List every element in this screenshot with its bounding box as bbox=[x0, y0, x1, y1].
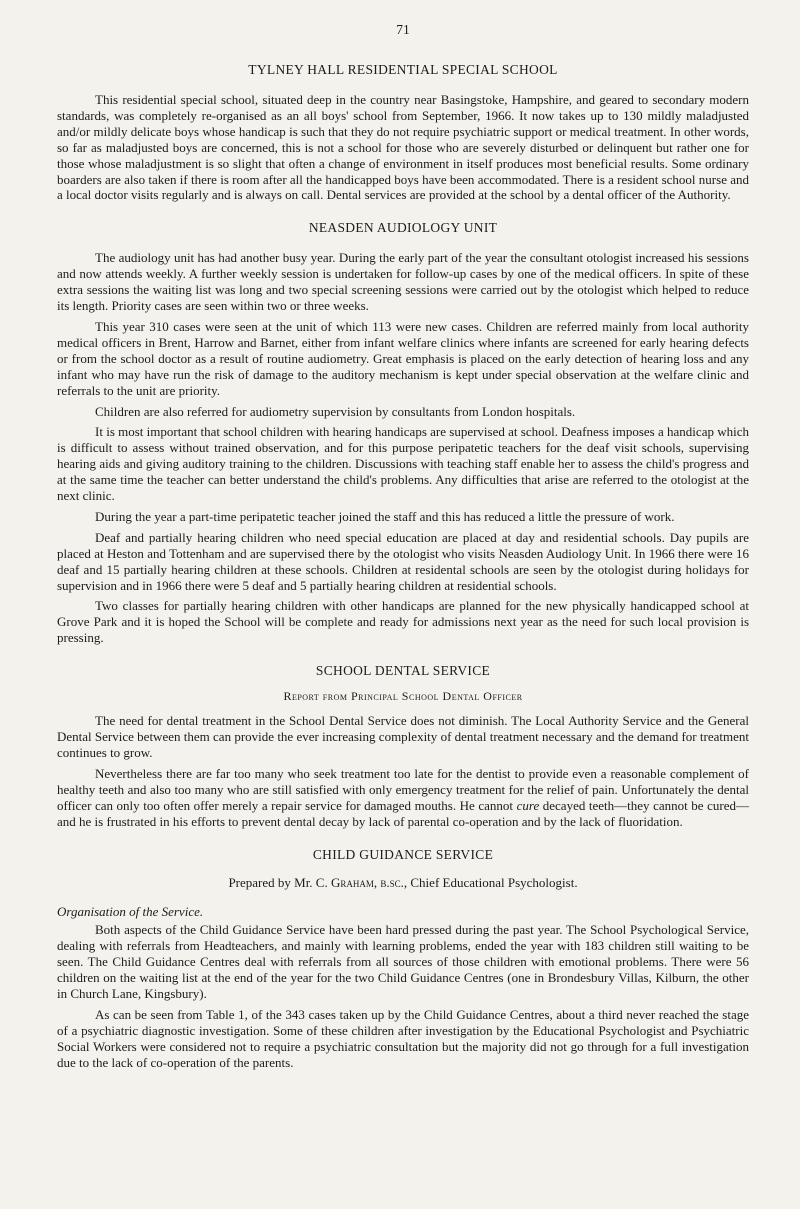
prepared-by-name: Graham, b.sc., bbox=[330, 874, 408, 890]
dental-paragraph-1: The need for dental treatment in the School Dental Service does not diminish. The Local Authority Service and the General Dental Service between them can provide the ever increasing complexity of dental treatment necessary and the demand for treatment continues to grow. bbox=[57, 713, 749, 760]
page-number: 71 bbox=[396, 22, 410, 37]
prepared-by-part-b: Chief Educational Psychologist. bbox=[407, 874, 578, 890]
child-guidance-paragraph-1: Both aspects of the Child Guidance Service have been hard pressed during the past year. The School Psychological Service, dealing with referrals from Headteachers, and mainly with learning problems, ended the year with 183 children still waiting to be seen. The Child Guidance Centres deal with referrals from all sources of those children with emotional problems. There were 56 children on the waiting list at the end of the year for the two Child Guidance Centres (one in Brondesbury Villas, Kilburn, the other in Church Lane, Kingsbury). bbox=[57, 922, 749, 1001]
dental-p2-emphasis: cure bbox=[516, 797, 540, 813]
neasden-paragraph-1: The audiology unit has had another busy year. During the early part of the year the consultant otologist increased his sessions and now attends weekly. A further weekly session is undertaken for follow-up cases by one of the medical officers. In spite of these extra sessions the waiting list was long and two special screening sessions were carried out by the otologist which helped to reduce its length. Priority cases are seen within two or three weeks. bbox=[57, 250, 749, 314]
neasden-paragraph-6: Deaf and partially hearing children who need special education are placed at day and residential schools. Day pupils are placed at Heston and Tottenham and are supervised there by the otologist who visits Neasden Audiology Unit. In 1966 there were 16 deaf and 15 partially hearing children at these schools. Children at residental schools are seen by the otologist during holidays for supervision and in 1966 there were 5 deaf and 5 partially hearing children at residential schools. bbox=[57, 529, 749, 593]
neasden-paragraph-7: Two classes for partially hearing children with other handicaps are planned for the new physically handicapped school at Grove Park and it is hoped the School will be complete and ready for admissions next year as the need for such local provision is pressing. bbox=[57, 598, 749, 646]
child-guidance-paragraph-2: As can be seen from Table 1, of the 343 cases taken up by the Child Guidance Centres, about a third never reached the stage of a psychiatric diagnostic investigation. Some of these children after investigation by the Educational Psychologist and Psychiatric Social Workers were considered not to require a psychiatric consultation but the majority did not go through for a full investigation due to the lack of co-operation of the parents. bbox=[57, 1006, 749, 1070]
tylney-paragraph: This residential special school, situated deep in the country near Basingstoke, Hampshire, and geared to secondary modern standards, was completely re-organised as an all boys' school from September, 1966. It now takes up to 130 mildly maladjusted and/or mildly delicate boys whose handicap is such that they do not require psychiatric support or medical treatment. In other words, so far as maladjusted boys are concerned, this is not a school for those who are severely disturbed or delinquent but rather one for those whose maladjustment is so slight that often a change of environment in itself produces most beneficial results. Some ordinary boarders are also taken if there is room after all the handicapped boys have been accommodated. There is a resident school nurse and a local doctor visits regularly and is always on call. Dental services are provided at the school by a dental officer of the Authority. bbox=[57, 92, 749, 203]
dental-subheading: Report from Principal School Dental Officer bbox=[283, 689, 523, 704]
dental-p2-part-a: Nevertheless there are far too many who seek treatment too late for the dentist to provide even a reasonable complement of healthy teeth and also too many who are still satisfied with only emergency treatment for the relief of pain. Unfortunately the dental officer can only too often offer merely a repair service for damaged mouths. He cannot bbox=[57, 765, 749, 813]
neasden-section bbox=[57, 220, 749, 646]
prepared-by-line bbox=[57, 875, 749, 891]
neasden-heading: NEASDEN AUDIOLOGY UNIT bbox=[308, 220, 498, 236]
neasden-paragraph-4: It is most important that school children with hearing handicaps are supervised at school. Deafness imposes a handicap which is difficult to assess without trained observation, and for this purpose peripatetic teachers for the deaf visit schools, supervising hearing aids and giving auditory training to the children. Discussions with teaching staff enable her to assess the child's progress and at the same time the teacher can better understand the child's problems. Any difficulties that arise are referred to the otologist at the next clinic. bbox=[57, 424, 749, 504]
neasden-paragraph-2: This year 310 cases were seen at the unit of which 113 were new cases. Children are referred mainly from local authority medical officers in Brent, Harrow and Barnet, either from infant welfare clinics where infants are screened for early hearing defects or from the school doctor as a result of routine audiometry. Great emphasis is placed on the early detection of hearing loss and any infant who may have run the risk of damage to the auditory mechanism is kept under special observation at the welfare clinic and referrals to the unit are priority. bbox=[57, 318, 749, 398]
neasden-paragraph-3: Children are also referred for audiometry supervision by consultants from London hospitals. bbox=[95, 403, 576, 419]
dental-paragraph-2 bbox=[57, 766, 749, 830]
organisation-subheading: Organisation of the Service. bbox=[57, 904, 204, 920]
tylney-section bbox=[57, 62, 749, 203]
dental-p2-part-b: decayed teeth—they cannot be cured—and he is frustrated in his efforts to prevent dental decay by lack of parental co-operation and by the lack of fluoridation. bbox=[57, 797, 749, 829]
dental-heading: SCHOOL DENTAL SERVICE bbox=[315, 663, 491, 679]
neasden-paragraph-5: During the year a part-time peripatetic teacher joined the staff and this has reduced a little the pressure of work. bbox=[95, 508, 675, 524]
document-page bbox=[57, 22, 749, 1088]
tylney-heading: TYLNEY HALL RESIDENTIAL SPECIAL SCHOOL bbox=[248, 62, 558, 77]
dental-section bbox=[57, 663, 749, 829]
child-guidance-heading: CHILD GUIDANCE SERVICE bbox=[312, 846, 494, 862]
prepared-by-part-a: Prepared by Mr. C. bbox=[228, 874, 331, 890]
child-guidance-section bbox=[57, 847, 749, 1071]
